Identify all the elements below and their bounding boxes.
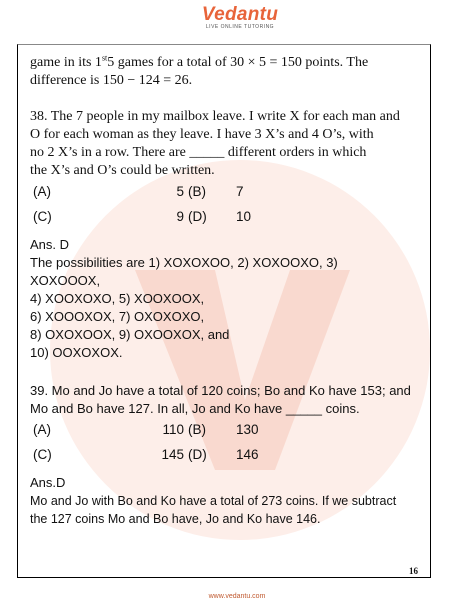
q39-text-line-1: 39. Mo and Jo have a total of 120 coins; Bo and Ko have 153; and xyxy=(30,383,411,398)
q38-solution-line: XOXOOOX, xyxy=(30,273,101,288)
q39-text-line-2: Mo and Bo have 127. In all, Jo and Ko have _____ coins. xyxy=(30,401,360,416)
q38-answer: Ans. D xyxy=(30,237,70,252)
option-label: (C) xyxy=(33,447,52,462)
q38-solution-line: 6) XOOOXOX, 7) OXOXOXO, xyxy=(30,309,205,324)
q39-solution-line: Mo and Jo with Bo and Ko have a total of 273 coins. If we subtract xyxy=(30,494,397,508)
q38-text-line-3: no 2 X’s in a row. There are _____ different orders in which xyxy=(30,145,367,160)
q38-text-line-2: O for each woman as they leave. I have 3 X’s and 4 O’s, with xyxy=(30,127,374,142)
option-label: (A) xyxy=(33,422,51,437)
q38-text-line-4: the X’s and O’s could be written. xyxy=(30,163,215,178)
q38-text-line-1: 38. The 7 people in my mailbox leave. I write X for each man and xyxy=(30,109,400,124)
q38-solution-line: 4) XOOXOXO, 5) XOOXOOX, xyxy=(30,291,205,306)
page-number: 16 xyxy=(409,566,418,576)
option-label: (D) xyxy=(188,447,207,462)
option-value: 9 xyxy=(176,209,184,224)
logo-tagline: LIVE ONLINE TUTORING xyxy=(205,24,275,30)
option-value: 145 xyxy=(161,447,184,462)
q38-solution-line: The possibilities are 1) XOXOXOO, 2) XOXOOXO, 3) xyxy=(30,255,338,270)
option-value: 130 xyxy=(236,422,259,437)
vedantu-logo xyxy=(200,4,280,38)
q38-options-row-1 xyxy=(30,184,422,205)
logo-wordmark: Vedantu xyxy=(201,4,279,25)
q39-answer: Ans.D xyxy=(30,475,66,490)
q39-options-row-1 xyxy=(30,422,422,443)
prev-answer-line-2: difference is 150 − 124 = 26. xyxy=(30,73,193,88)
q39-options-row-2 xyxy=(30,447,422,468)
page-content xyxy=(30,54,422,528)
option-label: (C) xyxy=(33,209,52,224)
option-value: 5 xyxy=(176,184,184,199)
option-label: (B) xyxy=(188,422,206,437)
option-value: 146 xyxy=(236,447,259,462)
q38-options-row-2 xyxy=(30,209,422,230)
prev-answer-line-1: game in its 1st5 games for a total of 30 × 5 = 150 points. The xyxy=(30,53,369,70)
option-label: (B) xyxy=(188,184,206,199)
footer-url[interactable]: www.vedantu.com xyxy=(208,593,266,600)
option-value: 110 xyxy=(162,422,184,437)
option-label: (A) xyxy=(33,184,51,199)
option-value: 7 xyxy=(236,184,244,199)
option-label: (D) xyxy=(188,209,207,224)
q39-solution-line: the 127 coins Mo and Bo have, Jo and Ko have 146. xyxy=(30,512,321,526)
option-value: 10 xyxy=(236,209,252,224)
q38-solution-line: 10) OOXOXOX. xyxy=(30,345,123,360)
q38-solution-line: 8) OXOXOOX, 9) OXOOXOX, and xyxy=(30,327,230,342)
